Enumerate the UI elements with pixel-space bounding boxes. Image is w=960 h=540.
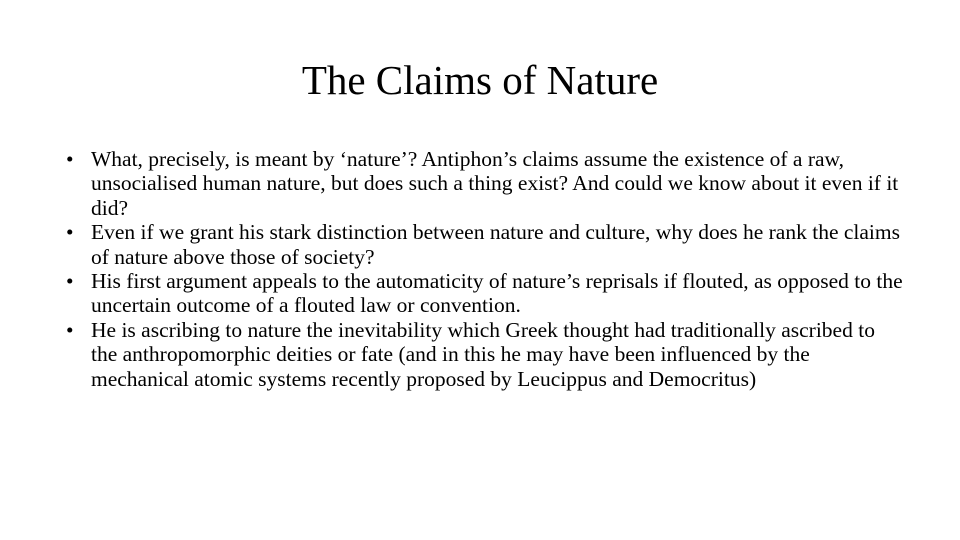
bullet-item <box>66 269 906 318</box>
bullet-text: What, precisely, is meant by ‘nature’? Antiphon’s claims assume the existence of a raw, unsocialised human nature, but does such a thing exist? And could we know about it even if it did? <box>91 147 899 220</box>
bullet-point-icon: • <box>66 269 74 294</box>
bullet-point-icon: • <box>66 317 74 342</box>
slide-title: The Claims of Nature <box>301 57 659 103</box>
bullet-list <box>66 147 906 391</box>
bullet-text: His first argument appeals to the automaticity of nature’s reprisals if flouted, as opposed to the uncertain outcome of a flouted law or convention. <box>91 269 903 318</box>
bullet-item <box>66 318 906 391</box>
bullet-text: Even if we grant his stark distinction between nature and culture, why does he rank the claims of nature above those of society? <box>91 220 900 269</box>
bullet-item <box>66 147 906 220</box>
bullet-point-icon: • <box>66 220 74 245</box>
bullet-item <box>66 220 906 269</box>
bullet-text: He is ascribing to nature the inevitability which Greek thought had traditionally ascribed to the anthropomorphic deities or fate (and in this he may have been influenced by the mechanical atomic systems recently proposed by Leucippus and Democritus) <box>91 317 875 391</box>
bullet-point-icon: • <box>66 147 74 171</box>
